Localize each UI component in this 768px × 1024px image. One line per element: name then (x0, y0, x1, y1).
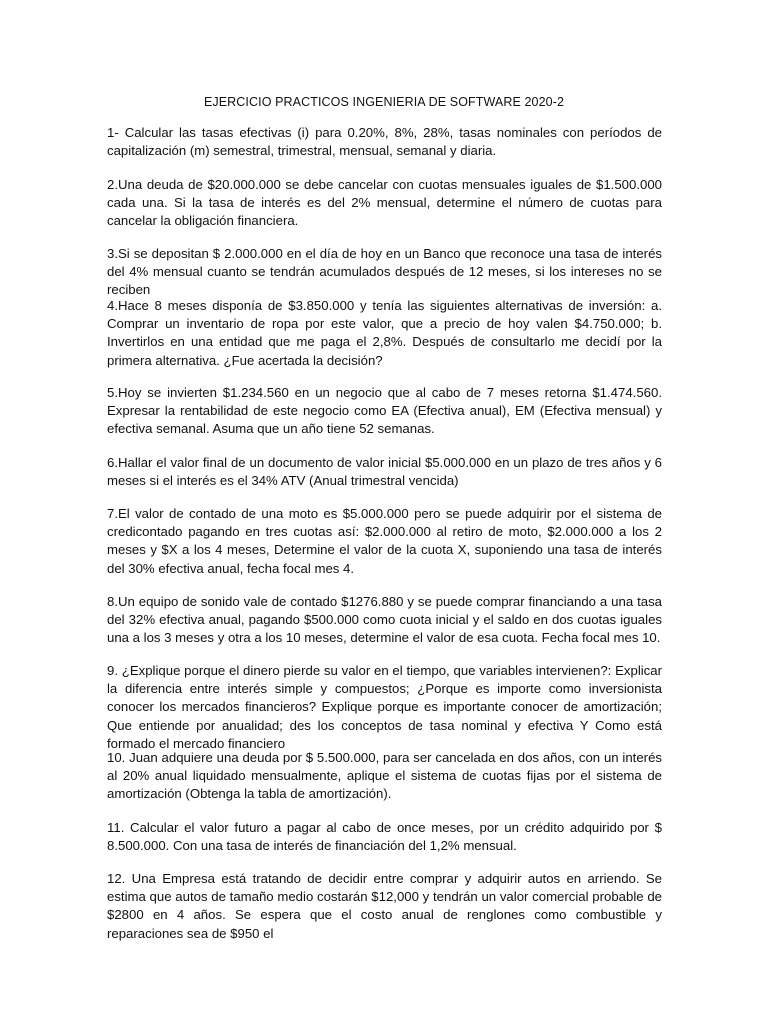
exercise-9: 9. ¿Explique porque el dinero pierde su valor en el tiempo, que variables intervienen?: Explicar la diferencia entre interés simple y compuestos; ¿Porque es importe como inversionista conocer los mercados financieros? Explique porque es importante conocer de amortización; Que entiende por anualidad; des los conceptos de tasa nominal y efectiva Y Como está formado el mercado financiero (107, 663, 662, 751)
exercise-5: 5.Hoy se invierten $1.234.560 en un negocio que al cabo de 7 meses retorna $1.474.560. Expresar la rentabilidad de este negocio como EA (Efectiva anual), EM (Efectiva mensual) y efectiva semanal. Asuma que un año tiene 52 semanas. (107, 385, 662, 437)
exercise-10: 10. Juan adquiere una deuda por $ 5.500.000, para ser cancelada en dos años, con un interés al 20% anual liquidado mensualmente, aplique el sistema de cuotas fijas por el sistema de amortización (Obtenga la tabla de amortización). (107, 750, 662, 802)
exercise-12: 12. Una Empresa está tratando de decidir entre comprar y adquirir autos en arriendo. Se estima que autos de tamaño medio costarán $12,000 y tendrán un valor comercial probable de $2800 en 4 años. Se espera que el costo anual de renglones como combustible y reparaciones sea de $950 el (107, 871, 662, 941)
exercise-11: 11. Calcular el valor futuro a pagar al cabo de once meses, por un crédito adquirido por $ 8.500.000. Con una tasa de interés de financiación del 1,2% mensual. (107, 820, 662, 854)
exercise-6: 6.Hallar el valor final de un documento de valor inicial $5.000.000 en un plazo de tres años y 6 meses si el interés es el 34% ATV (Anual trimestral vencida) (107, 455, 662, 489)
exercise-2: 2.Una deuda de $20.000.000 se debe cancelar con cuotas mensuales iguales de $1.500.000 cada una. Si la tasa de interés es del 2% mensual, determine el número de cuotas para cancelar la obligación financiera. (107, 177, 662, 229)
exercise-8: 8.Un equipo de sonido vale de contado $1276.880 y se puede comprar financiando a una tasa del 32% efectiva anual, pagando $500.000 como cuota inicial y el saldo en dos cuotas iguales una a los 3 meses y otra a los 10 meses, determine el valor de esa cuota. Fecha focal mes 10. (107, 594, 662, 646)
exercise-1: 1- Calcular las tasas efectivas (i) para 0.20%, 8%, 28%, tasas nominales con períodos de capitalización (m) semestral, trimestral, mensual, semanal y diaria. (107, 125, 662, 159)
document-title: EJERCICIO PRACTICOS INGENIERIA DE SOFTWARE 2020-2 (203, 95, 565, 109)
exercise-4: 4.Hace 8 meses disponía de $3.850.000 y tenía las siguientes alternativas de inversión: a. Comprar un inventario de ropa por este valor, que a precio de hoy valen $4.750.000; b. Invertirlos en una entidad que me paga el 2,8%. Después de consultarlo me decidí por la primera alternativa. ¿Fue acertada la decisión? (107, 298, 662, 368)
exercise-3: 3.Si se depositan $ 2.000.000 en el día de hoy en un Banco que reconoce una tasa de interés del 4% mensual cuanto se tendrán acumulados después de 12 meses, si los intereses no se reciben (107, 246, 662, 298)
exercise-7: 7.El valor de contado de una moto es $5.000.000 pero se puede adquirir por el sistema de credicontado pagando en tres cuotas así: $2.000.000 al retiro de moto, $2.000.000 a los 2 meses y $X a los 4 meses, Determine el valor de la cuota X, suponiendo una tasa de interés del 30% efectiva anual, fecha focal mes 4. (107, 506, 662, 576)
